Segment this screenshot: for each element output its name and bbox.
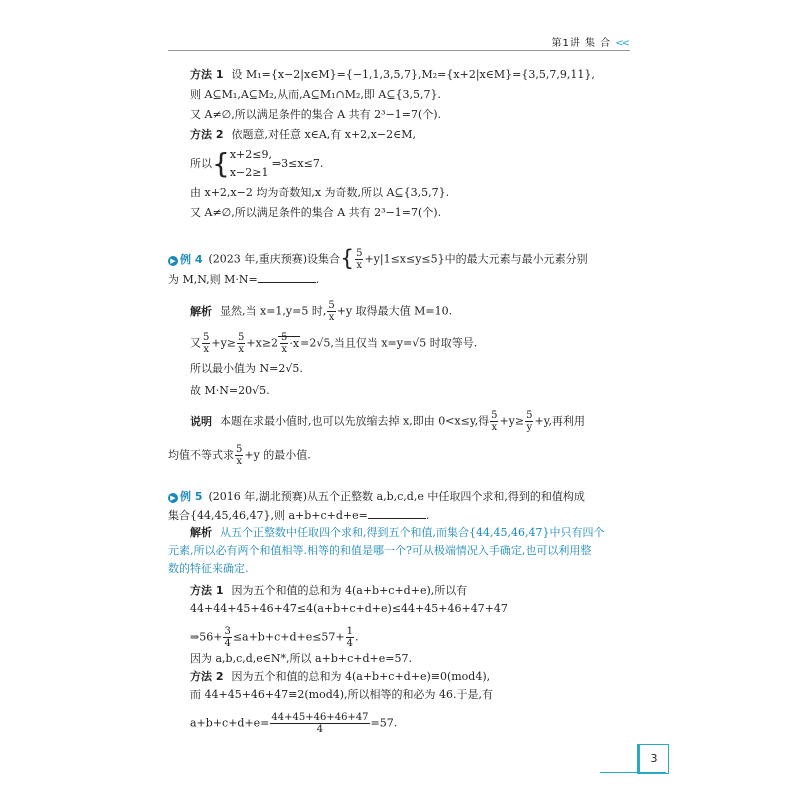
ex4-note-line2: 均值不等式求 $\frac{5}{x}$ +y 的最小值. <box>168 444 311 467</box>
ex3-method1-line1: 方法 1 设 M₁={x−2|x∈M}={−1,1,3,5,7},M₂={x+2|x∈M}={3,5,7,9,11}, <box>190 68 595 81</box>
method-label: 方法 2 <box>190 670 224 683</box>
ex5-method1-line4: 因为 a,b,c,d,e∈N*,所以 a+b+c+d+e=57. <box>190 652 412 665</box>
play-icon: ▶ <box>168 493 178 503</box>
ex3-method2-line4: 又 A≠∅,所以满足条件的集合 A 共有 2³−1=7(个). <box>190 206 442 219</box>
ex5-analysis-line2: 元素,所以必有两个和值相等.相等的和值是哪一个?可从极端情况入手确定,也可以利用整 <box>168 544 592 557</box>
example-5-label: ▶ 例 5 <box>168 490 202 503</box>
ex4-question-line2: 为 M,N,则 M·N= . <box>168 273 320 286</box>
ex3-method1-line3: 又 A≠∅,所以满足条件的集合 A 共有 2³−1=7(个). <box>190 108 442 121</box>
ex4-solution-line2: 又 $\frac{5}{x}$ +y≥ $\frac{5}{x}$ +x≥2 $\frac{5}{x}$ ·x=2√5,当且仅当 x=y=√5 时取等号. <box>190 332 478 355</box>
ex5-method1-line1: 方法 1 因为五个和值的总和为 4(a+b+c+d+e),所以有 <box>190 584 468 597</box>
ex5-method2-line1: 方法 2 因为五个和值的总和为 4(a+b+c+d+e)≡0(mod4), <box>190 670 491 683</box>
ex3-method2-system: 所以{ x+2≤9, x−2≥1 ⇒3≤x≤7. <box>190 147 324 180</box>
ex4-solution-line3: 所以最小值为 N=2√5. <box>190 362 303 375</box>
ex4-solution-line1: 解析 显然,当 x=1,y=5 时, $\frac{5}{x}$ +y 取得最大值 M=10. <box>190 300 453 323</box>
answer-blank <box>258 272 316 283</box>
solution-label: 解析 <box>190 526 212 539</box>
ex5-question-line2: 集合{44,45,46,47},则 a+b+c+d+e= . <box>168 509 430 522</box>
example-4-label: ▶ 例 4 <box>168 253 202 266</box>
ex5-method1-line3: ⇒56+ $\frac{3}{4}$ ≤a+b+c+d+e≤57+ $\frac{1}{4}$ . <box>190 626 359 649</box>
left-brace: { <box>212 147 230 180</box>
ex5-method1-line2: 44+44+45+46+47≤4(a+b+c+d+e)≤44+45+46+47+47 <box>190 602 508 615</box>
page-number-rule <box>600 772 666 773</box>
ex4-solution-line4: 故 M·N=20√5. <box>190 384 270 397</box>
ex5-method2-line3: a+b+c+d+e= $\frac{44+45+46+46+47}{4}$ =57. <box>190 712 398 735</box>
ex5-analysis-line1: 解析 从五个正整数中任取四个求和,得到五个和值,而集合{44,45,46,47}中只有四个 <box>190 526 605 539</box>
ex4-note-line1: 说明 本题在求最小值时,也可以先放缩去掉 x,即由 0<x≤y,得 $\frac{5}{x}$ +y≥ $\frac{5}{y}$ +y,再利用 <box>190 410 585 433</box>
solution-label: 解析 <box>190 304 212 318</box>
sqrt-expression: $\frac{5}{x}$ ·x <box>278 336 300 350</box>
play-icon: ▶ <box>168 256 178 266</box>
ex5-method2-line2: 而 44+45+46+47≡2(mod4),所以相等的和必为 46.于是,有 <box>190 688 494 701</box>
running-header <box>552 34 629 49</box>
ex3-method1-line2: 则 A⊆M₁,A⊆M₂,从而,A⊆M₁∩M₂,即 A⊆{3,5,7}. <box>190 88 442 101</box>
page-number: 3 <box>637 744 669 774</box>
header-rule <box>168 50 630 51</box>
ex5-analysis-line3: 数的特征来确定. <box>168 562 249 575</box>
method-label: 方法 2 <box>190 128 224 141</box>
method-label: 方法 1 <box>190 584 224 597</box>
ex3-method2-line3: 由 x+2,x−2 均为奇数知,x 为奇数,所以 A⊆{3,5,7}. <box>190 186 450 199</box>
answer-blank <box>368 508 426 519</box>
ex5-question-line1: ▶ 例 5 (2016 年,湖北预赛)从五个正整数 a,b,c,d,e 中任取四个求和,得到的和值构成 <box>168 490 585 504</box>
note-label: 说明 <box>190 414 212 428</box>
double-chevron-icon: << <box>615 38 628 49</box>
ex4-question-line1: ▶ 例 4 (2023 年,重庆预赛)设集合{ $\frac{5}{x}$ +y|1≤x≤y≤5}中的最大元素与最小元素分别 <box>168 248 588 271</box>
chapter-title: 第1讲 集 合 <box>551 38 612 49</box>
ex3-method2-line1: 方法 2 依题意,对任意 x∈A,有 x+2,x−2∈M, <box>190 128 416 141</box>
method-label: 方法 1 <box>190 68 224 81</box>
